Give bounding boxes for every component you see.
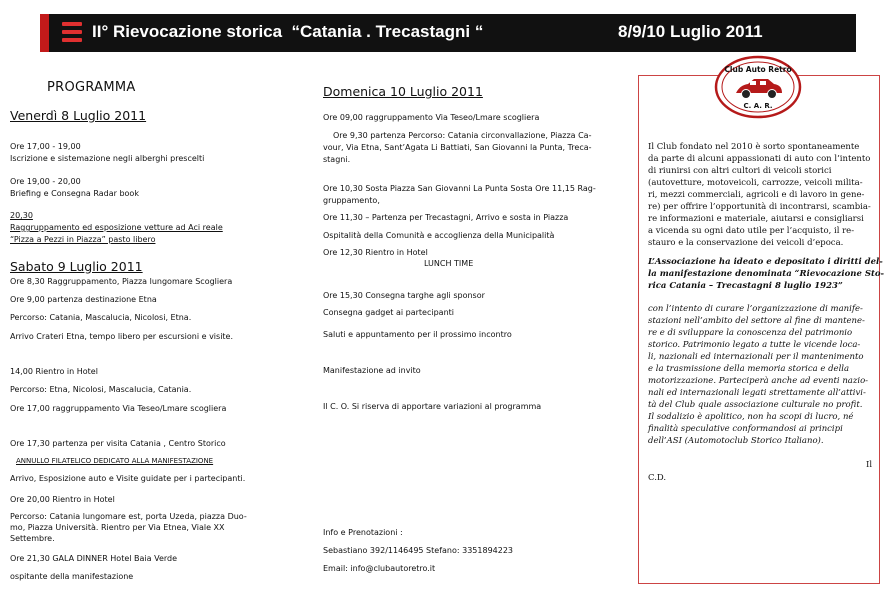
club-purpose-line: Il sodalizio è apolitico, non ha scopi di lucro, né [648, 412, 854, 422]
club-intro-line: re) per offrire l’opportunità di incontrarsi, scambia- [648, 202, 871, 212]
sunday-title: Domenica 10 Luglio 2011 [323, 84, 483, 99]
club-purpose-line: con l’intento di curare l’organizzazione di manife- [648, 304, 863, 314]
saturday-line: Ore 17,30 partenza per visita Catania , Centro Storico [10, 439, 226, 448]
signature-cd: C.D. [648, 473, 667, 483]
sunday-line: Ore 15,30 Consegna targhe agli sponsor [323, 291, 485, 300]
association-statement: la manifestazione denominata “Rievocazione Sto- [648, 269, 885, 279]
sunday-line: Il C. O. Si riserva di apportare variazioni al programma [323, 402, 542, 411]
sunday-line: Ore 09,00 raggruppamento Via Teseo/Lmare scogliera [323, 113, 540, 122]
club-purpose-line: nali ed internazionali legati strettamente all’attivi- [648, 388, 866, 398]
saturday-line: 14,00 Rientro in Hotel [10, 367, 98, 376]
club-purpose-line: dell’ASI (Automotoclub Storico Italiano). [648, 436, 824, 446]
club-intro-line: (autovetture, motoveicoli, carrozze, veicoli milita- [648, 178, 863, 188]
sunday-line: Ore 10,30 Sosta Piazza San Giovanni La Punta Sosta Ore 11,15 Rag- [323, 184, 596, 193]
friday-line: Briefing e Consegna Radar book [10, 189, 139, 198]
club-intro-line: a vicenda su ogni dato utile per l’acquisto, il re- [648, 226, 855, 236]
club-intro-line: re informazioni e materiale, aiutarsi e consigliarsi [648, 214, 864, 224]
page-title: II° Rievocazione storica “Catania . Trecastagni “ [92, 22, 484, 41]
contact-phones: Sebastiano 392/1146495 Stefano: 3351894223 [323, 546, 514, 555]
sunday-line: Ore 11,30 – Partenza per Trecastagni, Arrivo e sosta in Piazza [323, 213, 569, 222]
header-banner [40, 14, 856, 52]
event-dates: 8/9/10 Luglio 2011 [618, 22, 763, 41]
club-purpose-line: li, nazionali ed internazionali per il mantenimento [648, 352, 864, 362]
saturday-line: Arrivo Crateri Etna, tempo libero per escursioni e visite. [10, 332, 234, 341]
club-purpose-line: storico. Patrimonio legato a tutte le vicende loca- [648, 340, 861, 350]
club-logo [714, 55, 802, 119]
saturday-line: Ore 20,00 Rientro in Hotel [10, 495, 115, 504]
sunday-line: Consegna gadget ai partecipanti [323, 308, 454, 317]
friday-line: Ore 19,00 - 20,00 [10, 177, 81, 186]
friday-line: Iscrizione e sistemazione negli alberghi prescelti [10, 154, 205, 163]
friday-line: “Pizza a Pezzi in Piazza” pasto libero [10, 235, 156, 244]
club-purpose-line: stazioni nell’ambito del settore al fine di mantene- [648, 316, 865, 326]
sunday-line: Ospitalità della Comunità e accoglienza della Municipalità [323, 231, 555, 240]
info-heading: Info e Prenotazioni : [323, 528, 403, 537]
friday-line: Raggruppamento ed esposizione vetture ad Aci reale [10, 223, 223, 232]
accent-bar [40, 14, 49, 52]
friday-line: Ore 17,00 - 19,00 [10, 142, 81, 151]
sunday-line: gruppamento, [323, 196, 380, 205]
saturday-line: Percorso: Catania, Mascalucia, Nicolosi, Etna. [10, 313, 192, 322]
club-purpose-line: tà del Club quale associazione culturale no profit. [648, 400, 863, 410]
menu-icon[interactable] [62, 22, 82, 44]
saturday-line: Percorso: Etna, Nicolosi, Mascalucia, Catania. [10, 385, 192, 394]
saturday-line: mo, Piazza Università. Rientro per Via Etnea, Viale XX [10, 523, 225, 532]
association-statement: L’Associazione ha ideato e depositato i diritti del- [648, 257, 883, 267]
lunch-time: LUNCH TIME [424, 259, 474, 268]
logo-text-top: Club Auto Retrò [724, 65, 792, 74]
sunday-line: Saluti e appuntamento per il prossimo incontro [323, 330, 512, 339]
saturday-title: Sabato 9 Luglio 2011 [10, 259, 143, 274]
contact-email[interactable]: Email: info@clubautoretro.it [323, 564, 436, 573]
club-purpose-line: finalità speculative conformandosi ai principi [648, 424, 843, 434]
club-intro-line: stauro e la conservazione dei veicoli d’epoca. [648, 238, 844, 248]
club-purpose-line: re e di sviluppare la conoscenza del patrimonio [648, 328, 853, 338]
friday-title: Venerdì 8 Luglio 2011 [10, 108, 147, 123]
saturday-line: Ore 9,00 partenza destinazione Etna [10, 295, 157, 304]
sunday-line: vour, Via Etna, Sant’Agata Li Battiati, San Giovanni la Punta, Treca- [323, 143, 592, 152]
saturday-line: Ore 21,30 GALA DINNER Hotel Baia Verde [10, 554, 178, 563]
sunday-line: Ore 9,30 partenza Percorso: Catania circonvallazione, Piazza Ca- [333, 131, 592, 140]
club-purpose-line: motorizzazione. Parteciperà anche ad eventi nazio- [648, 376, 869, 386]
club-intro-line: Il Club fondato nel 2010 è sorto spontaneamente [648, 142, 860, 152]
annullo-filatelico: ANNULLO FILATELICO DEDICATO ALLA MANIFESTAZIONE [16, 457, 214, 465]
association-statement: rica Catania – Trecastagni 8 luglio 1923” [648, 281, 843, 291]
club-intro-line: da parte di alcuni appassionati di auto con l’intento [648, 154, 871, 164]
saturday-line: Ore 8,30 Raggruppamento, Piazza lungomare Scogliera [10, 277, 233, 286]
club-intro-line: di riunirsi con altri cultori di veicoli storici [648, 166, 832, 176]
saturday-line: Settembre. [10, 534, 55, 543]
club-purpose-line: e la trasmissione della memoria storica e della [648, 364, 850, 374]
sunday-line: stagni. [323, 155, 351, 164]
saturday-line: Ore 17,00 raggruppamento Via Teseo/Lmare scogliera [10, 404, 227, 413]
club-intro-line: ri, mezzi commerciali, agricoli e di lavoro in gene- [648, 190, 865, 200]
sunday-line: Manifestazione ad invito [323, 366, 421, 375]
sunday-line: Ore 12,30 Rientro in Hotel [323, 248, 428, 257]
saturday-line: Arrivo, Esposizione auto e Visite guidate per i partecipanti. [10, 474, 246, 483]
saturday-line: Percorso: Catania lungomare est, porta Uzeda, piazza Duo- [10, 512, 247, 521]
programma-heading: PROGRAMMA [47, 80, 136, 95]
saturday-line: ospitante della manifestazione [10, 572, 134, 581]
friday-line: 20,30 [10, 211, 33, 220]
logo-text-bottom: C. A. R. [743, 102, 773, 110]
signature-il: Il [866, 460, 873, 470]
